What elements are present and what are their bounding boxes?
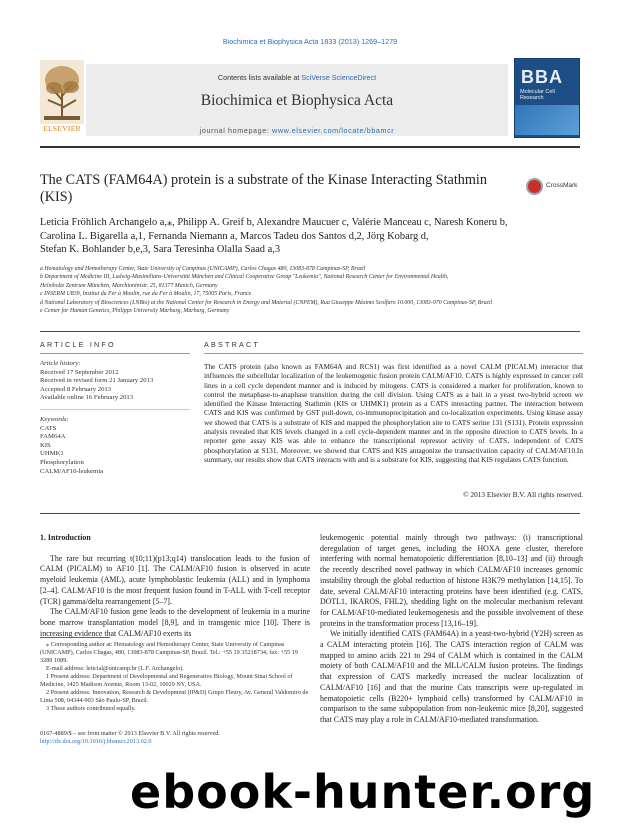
article-info-header: ARTICLE INFO: [40, 340, 116, 349]
header-rule: [40, 331, 580, 332]
publisher-name: ELSEVIER: [43, 124, 81, 133]
keyword: Phosphorylation: [40, 458, 84, 466]
keyword: FAM64A: [40, 433, 66, 441]
crossmark-icon: [526, 178, 543, 195]
footnotes: [40, 641, 310, 713]
footnote: 2 Present address: Innovation, Research & Development (IP&D) Grupo Fleury, Av. General Valdomiro de Lima 508, 04344-903 São Paulo-SP, Brazil.: [40, 689, 309, 704]
author-line: Leticia Fröhlich Archangelo a,⁎, Philipp A. Greif b, Alexandre Maucuer c, Valérie Manceau c, Naresh Koneru b,: [40, 217, 508, 228]
body-column-left: [40, 533, 310, 639]
cover-title: BBA: [521, 67, 563, 87]
affiliation-line: a Hematology and Hemotherapy Center, State University of Campinas (UNICAMP), Carlos Chagas 480, 13083-878 Campinas-SP, Brazil: [40, 266, 366, 272]
abstract-copyright: © 2013 Elsevier B.V. All rights reserved.: [463, 490, 583, 499]
history-item: Available online 16 February 2013: [40, 394, 134, 402]
keyword: UHMK1: [40, 450, 64, 458]
author-list: [40, 216, 585, 257]
section-heading: 1. Introduction: [40, 533, 91, 542]
body-rule: [40, 513, 580, 514]
homepage-link[interactable]: www.elsevier.com/locate/bbamcr: [272, 126, 395, 135]
article-title: The CATS (FAM64A) protein is a substrate of the Kinase Interacting Stathmin (KIS): [40, 172, 487, 205]
history-label: Article history:: [40, 360, 81, 367]
article-identifiers: [40, 730, 310, 746]
footnote-rule: [40, 637, 110, 638]
footnote: 1 Present address: Department of Developmental and Regenerative Biology, Mount Sinai School of Medicine, 1425 Madison Avenue, Room 13-02, 10029 NY, USA.: [40, 673, 293, 688]
abstract-rule: [204, 353, 583, 354]
affiliation-line: c INSERM U839, Institut du Fer à Moulin, rue du Fer à Moulin, 17, 75005 Paris, France: [40, 291, 252, 298]
history-item: Received 17 September 2012: [40, 368, 119, 376]
abstract-header: ABSTRACT: [204, 340, 260, 349]
journal-homepage: [86, 126, 508, 135]
keyword: KIS: [40, 441, 51, 449]
history-item: Accepted 8 February 2013: [40, 385, 112, 393]
article-info-rule: [40, 353, 190, 354]
article-info: [40, 360, 190, 476]
sciencedirect-link[interactable]: SciVerse ScienceDirect: [301, 73, 377, 82]
journal-name: Biochimica et Biophysica Acta: [200, 92, 394, 109]
affiliation-line: Helmholtz Zentrum München, Marchioninistr. 25, 81377 Munich, Germany: [40, 282, 218, 289]
abstract-text: The CATS protein (also known as FAM64A and RCS1) was first identified as a novel CALM (PICALM) interactor that influences the subcellular localization of the leukemogenic fusion protein CALM/AF10. CATS is highly expressed in cancer cell lines in a cell cycle dependent manner and is induced by mitogens. CATS is considered a marker for proliferation, known to control the metaphase-to-anaphase transition during the cell division. Using CATS as a bait in a yeast two-hybrid screen we identified the Kinase Interacting Stathmin (KIS or UHMK1) protein as a CATS interacting partner. The interaction between CATS and KIS was confirmed by GST pull-down, co-immunoprecipitation and co-localization experiments. Using kinase assay we showed that CATS is a substrate of KIS and mapped the phosphorylation site to CATS serine 131 (S131). Protein expression analysis revealed that KIS levels changed in a cell cycle-dependent manner and in the opposite direction to CATS levels. In a reporter gene assay KIS was able to enhance the transcriptional repressor activity of CATS, independent of CATS phosphorylation at S131. Moreover, we showed that CATS and KIS antagonize the transactivation capacity of CALM/AF10.In summary, our results show that CATS interacts with and is a substrate for KIS, suggesting that KIS regulates CATS function.: [204, 362, 583, 464]
affiliation-list: [40, 265, 585, 315]
keyword: CALM/AF10-leukemia: [40, 467, 104, 475]
footnote: ⁎ Corresponding author at: Hematology and Hemotherapy Center, State University of Campinas (UNICAMP), Carlos Chagas, 480, 13083-878 Campinas-SP, Brazil. Tel.: +55 19 35218734; fax: +55 19 3289 1089.: [40, 641, 298, 664]
body-paragraph: We initially identified CATS (FAM64A) in a yeast-two-hybrid (Y2H) screen as a CALM interacting protein [16]. The CATS interaction region of CALM was mapped to amino acids 221 to 294 of CALM which is contained in the CALM moiety of both CALM/AF10 and the MLL/CALM fusion proteins. The findings that expression of CATS markedly increased the nuclear localization of CALM/AF10 [16] and that the murine Cats transcripts were up-regulated in hematopoietic cells (B220+ lymphoid cells) transformed by CALM/AF10 in comparison to the same subpopulation from non-leukemic mice [8,20], suggested that CATS may play a role in CALM/AF10-mediated transformation.: [320, 629, 583, 724]
masthead-rule: [40, 146, 580, 148]
body-paragraph: leukemogenic potential mainly through two pathways: (i) transcriptional deregulation of target genes, including the HOXA gene cluster, therefore interfering with normal hematopoietic differentiation [8,10–13] and (ii) through the recently described novel pathway in which CALM/AF10 increases genomic instability through the global reduction of histone H3K79 methylation [14,15]. To date, several CALM/AF10 interacting proteins have been identified (e.g. CATS, DOTL1, IKAROS, FHL2), shedding light on the molecular mechanism relevant for CALM/AF10-mediated leukemogenesis and the possible involvement of these proteins in the transformation process [13,16–19].: [320, 533, 583, 628]
crossmark-label: CrossMark: [546, 182, 578, 189]
body-paragraph: The CALM/AF10 fusion gene leads to the development of leukemia in a murine bone marrow transplantation model [8,9], and in transgenic mice [10]. There is increasing evidence that CALM/AF10 exerts its: [40, 607, 310, 638]
crossmark-badge[interactable]: [526, 177, 582, 197]
body-paragraph: The rare but recurring t(10;11)(p13;q14) translocation leads to the fusion of CALM (PICALM) to AF10 [1]. The CALM/AF10 fusion is observed in acute myeloid leukemia (AML), acute lymphoblastic leukemia (ALL) and in lymphoma [2–4]. CALM/AF10 is the most frequent fusion found in T-ALL with T-cell receptor (TCR) gamma/delta rearrangement [5–7].: [40, 553, 310, 606]
affiliation-line: b Department of Medicine III, Ludwig-Maximilians-Universität München and Clinical Cooperative Group "Leukemia", National Research Center for Environmental Health,: [40, 274, 449, 281]
keywords-label: Keywords:: [40, 415, 69, 423]
cover-graphic: [515, 105, 579, 135]
contents-prefix: Contents lists available at: [217, 73, 302, 82]
keyword: CATS: [40, 424, 57, 432]
journal-citation[interactable]: Biochimica et Biophysica Acta 1833 (2013) 1269–1279: [222, 37, 398, 46]
homepage-prefix: journal homepage:: [199, 126, 273, 135]
journal-cover-thumbnail[interactable]: [514, 58, 580, 138]
issn-line: 0167-4889/$ – see front matter © 2013 Elsevier B.V. All rights reserved.: [40, 730, 220, 737]
masthead-banner: [86, 64, 508, 136]
info-divider: [40, 409, 190, 410]
author-line: Stefan K. Bohlander b,e,3, Sara Teresinha Olalla Saad a,3: [40, 244, 281, 256]
cover-subtitle: Molecular Cell Research: [520, 89, 555, 101]
body-column-right: [320, 533, 583, 726]
doi-link[interactable]: http://dx.doi.org/10.1016/j.bbamcr.2013.02.0: [40, 738, 152, 745]
affiliation-line: d National Laboratory of Biosciences (LNBio) at the National Center for Research in Energy and Material (CNPEM), Rua Giuseppe Máximo Scolfaro 10.000, 13083-970 Campinas-SP, Brazil: [40, 299, 493, 306]
affiliation-line: e Center for Human Genetics, Philipps University Marburg, Marburg, Germany: [40, 308, 230, 315]
footnote[interactable]: E-mail address: leticial@unicamp.br (L.F. Archangelo).: [46, 665, 184, 672]
watermark-text: ebook-hunter.org: [130, 765, 596, 819]
footnote: 3 These authors contributed equally.: [46, 705, 136, 712]
author-line: Carolina L. Bigarella a,1, Fernanda Niemann a, Marcos Tadeu dos Santos d,2, Jörg Kobarg d,: [40, 230, 429, 242]
journal-masthead: [40, 58, 580, 142]
history-item: Received in revised form 21 January 2013: [40, 377, 154, 385]
contents-availability: [86, 73, 508, 82]
